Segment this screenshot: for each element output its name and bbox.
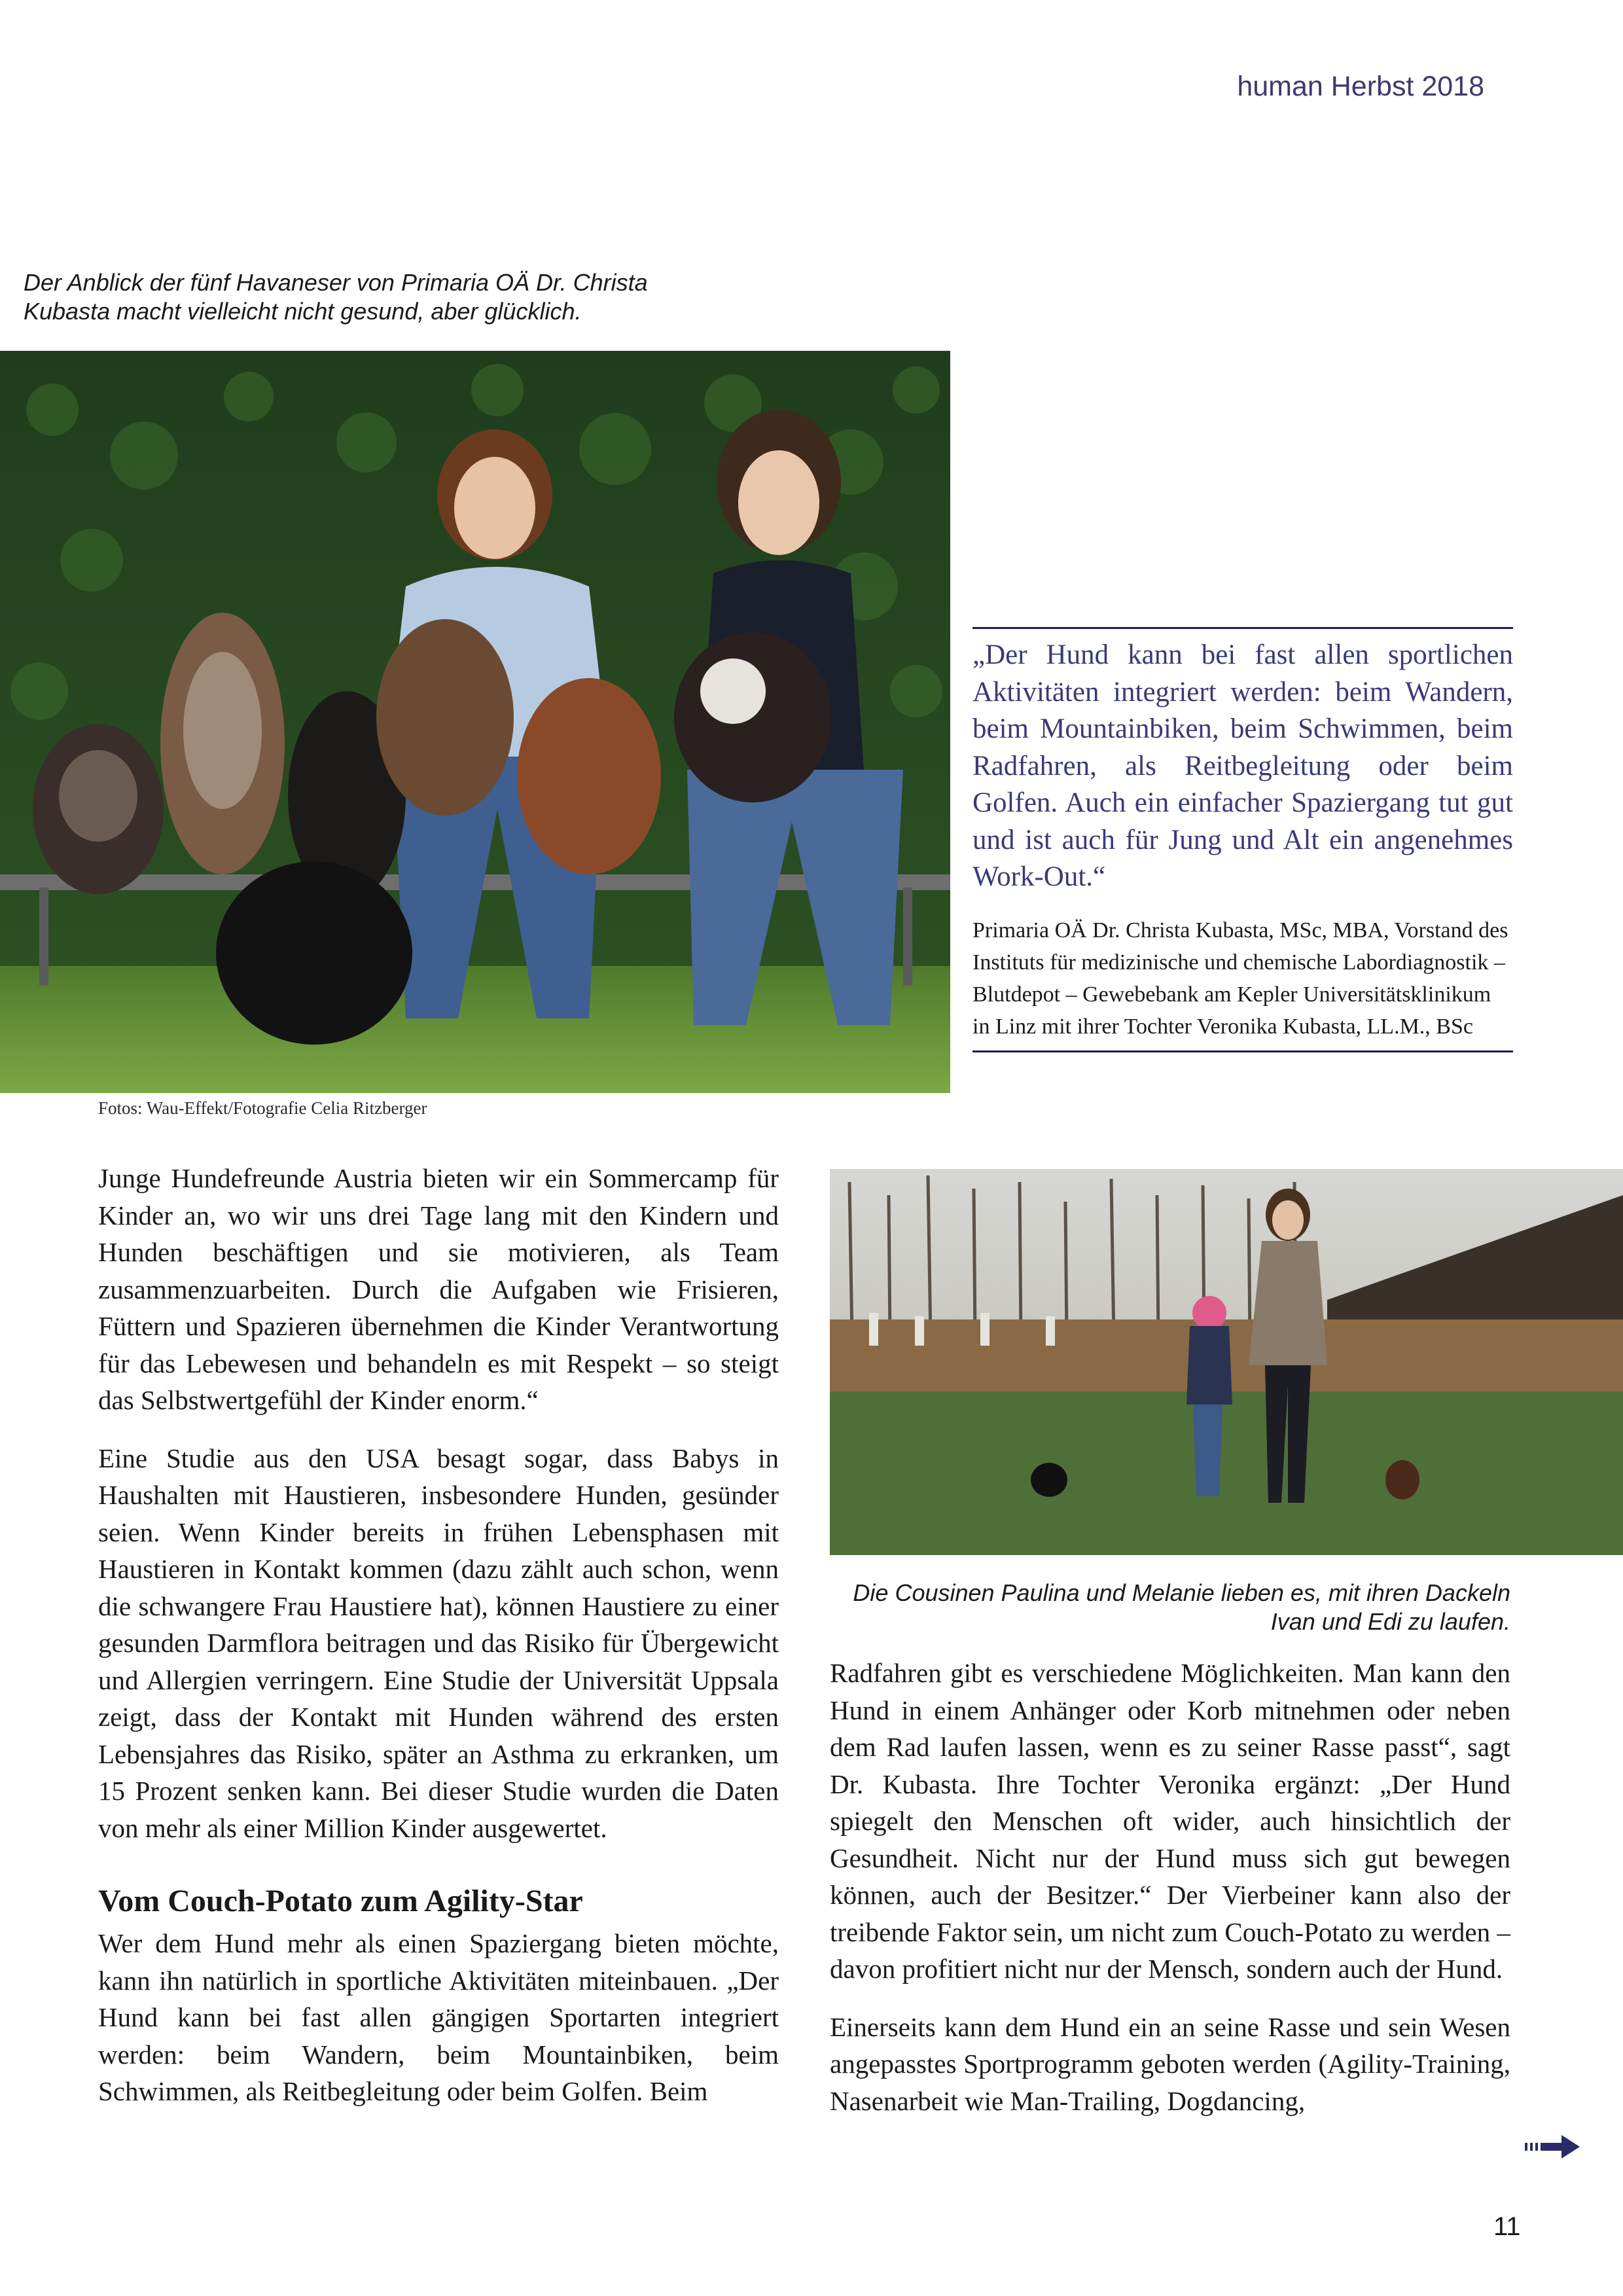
pull-quote-author: Primaria OÄ Dr. Christa Kubasta, MSc, MBA, Vorstand des Instituts für medizinische und chemische Labordiagnostik – Blutdepot – Gewebebank am Kepler Universitätsklinikum in Linz mit ihrer Tochter Veronika Kubasta, LL.M., BSc	[972, 918, 1508, 1039]
photo-women-with-dogs	[0, 351, 950, 1093]
dachshund-left	[1031, 1463, 1067, 1497]
page-number: 11	[1493, 2212, 1521, 2241]
left-paragraph-1: Junge Hundefreunde Austria bieten wir ein Sommercamp für Kinder an, wo wir uns drei Tage lang mit den Kindern und Hunden beschäftigen und sie motivieren, als Team zusammenzuarbeiten. Durch die Aufgaben wie Frisieren, Füttern und Spazieren übernehmen die Kinder Verantwortung für das Lebewesen und behandeln es mit Respekt – so steigt das Selbstwertgefühl der Kinder enorm.“	[98, 1163, 779, 1415]
photo-girls-walking-dachshunds	[830, 1169, 1623, 1555]
article-column-left	[98, 1160, 779, 2131]
pull-quote	[972, 627, 1513, 1052]
arrow-right-icon-glyph	[1525, 2135, 1580, 2159]
photo-credit: Fotos: Wau-Effekt/Fotografie Celia Ritzberger	[98, 1098, 427, 1118]
photo-girls-walking-dachshunds-image	[830, 1169, 1623, 1555]
pull-quote-text: „Der Hund kann bei fast allen sportlichen Aktivitäten integriert werden: beim Wandern, beim Mountainbiken, beim Schwimmen, beim Radfahren, als Reitbegleitung oder beim Golfen. Auch ein einfacher Spaziergang tut gut und ist auch für Jung und Alt ein angenehmes Work-Out.“	[972, 639, 1513, 892]
photo-caption-dogs: Der Anblick der fünf Havaneser von Primaria OÄ Dr. Christa Kubasta macht vielleicht nicht gesund, aber glücklich.	[24, 269, 648, 325]
arrow-right-icon[interactable]	[1525, 2135, 1580, 2159]
photo-women-with-dogs-image	[0, 351, 950, 1093]
right-paragraph-1: Radfahren gibt es verschiedene Möglichkeiten. Man kann den Hund in einem Anhänger oder Korb mitnehmen oder neben dem Rad laufen lassen, wenn es zu seiner Rasse passt“, sagt Dr. Kubasta. Ihre Tochter Veronika ergänzt: „Der Hund spiegelt den Menschen oft wider, auch hinsichtlich der Gesundheit. Nicht nur der Hund muss sich gut bewegen können, auch der Besitzer.“ Der Vierbeiner kann also der treibende Faktor sein, um nicht zum Couch-Potato zu werden – davon profitiert nicht nur der Mensch, sondern auch der Hund.	[830, 1658, 1510, 1984]
dachshund-right	[1385, 1460, 1419, 1499]
left-paragraph-2: Eine Studie aus den USA besagt sogar, dass Babys in Haushalten mit Haustieren, insbesondere Hunden, gesünder seien. Wenn Kinder bereits in frühen Lebensphasen mit Haustieren in Kontakt kommen (dazu zählt auch schon, wenn die schwangere Frau Haustiere hat), können Haustiere zu einer gesunden Darmflora beitragen und das Risiko für Übergewicht und Allergien verringern. Eine Studie der Universität Uppsala zeigt, dass der Kontakt mit Hunden während des ersten Lebensjahres das Risiko, später an Asthma zu erkranken, um 15 Prozent senken kann. Bei dieser Studie wurden die Daten von mehr als einer Million Kinder ausgewertet.	[98, 1443, 779, 1843]
left-paragraph-3: Wer dem Hund mehr als einen Spaziergang bieten möchte, kann ihn natürlich in sportliche Aktivitäten miteinbauen. „Der Hund kann bei fast allen gängigen Sportarten integriert werden: beim Wandern, beim Mountainbiken, beim Schwimmen, als Reitbegleitung oder beim Golfen. Beim	[98, 1928, 779, 2106]
article-column-right	[830, 1655, 1510, 2140]
section-heading: Vom Couch-Potato zum Agility-Star	[98, 1884, 583, 1918]
right-paragraph-2: Einerseits kann dem Hund ein an seine Rasse und sein Wesen angepasstes Sportprogramm geboten werden (Agility-Training, Nasenarbeit wie Man-Trailing, Dogdancing,	[830, 2011, 1510, 2116]
magazine-header: human Herbst 2018	[1237, 71, 1484, 102]
photo-caption-girls: Die Cousinen Paulina und Melanie lieben es, mit ihren Dackeln Ivan und Edi zu laufen.	[853, 1579, 1510, 1635]
